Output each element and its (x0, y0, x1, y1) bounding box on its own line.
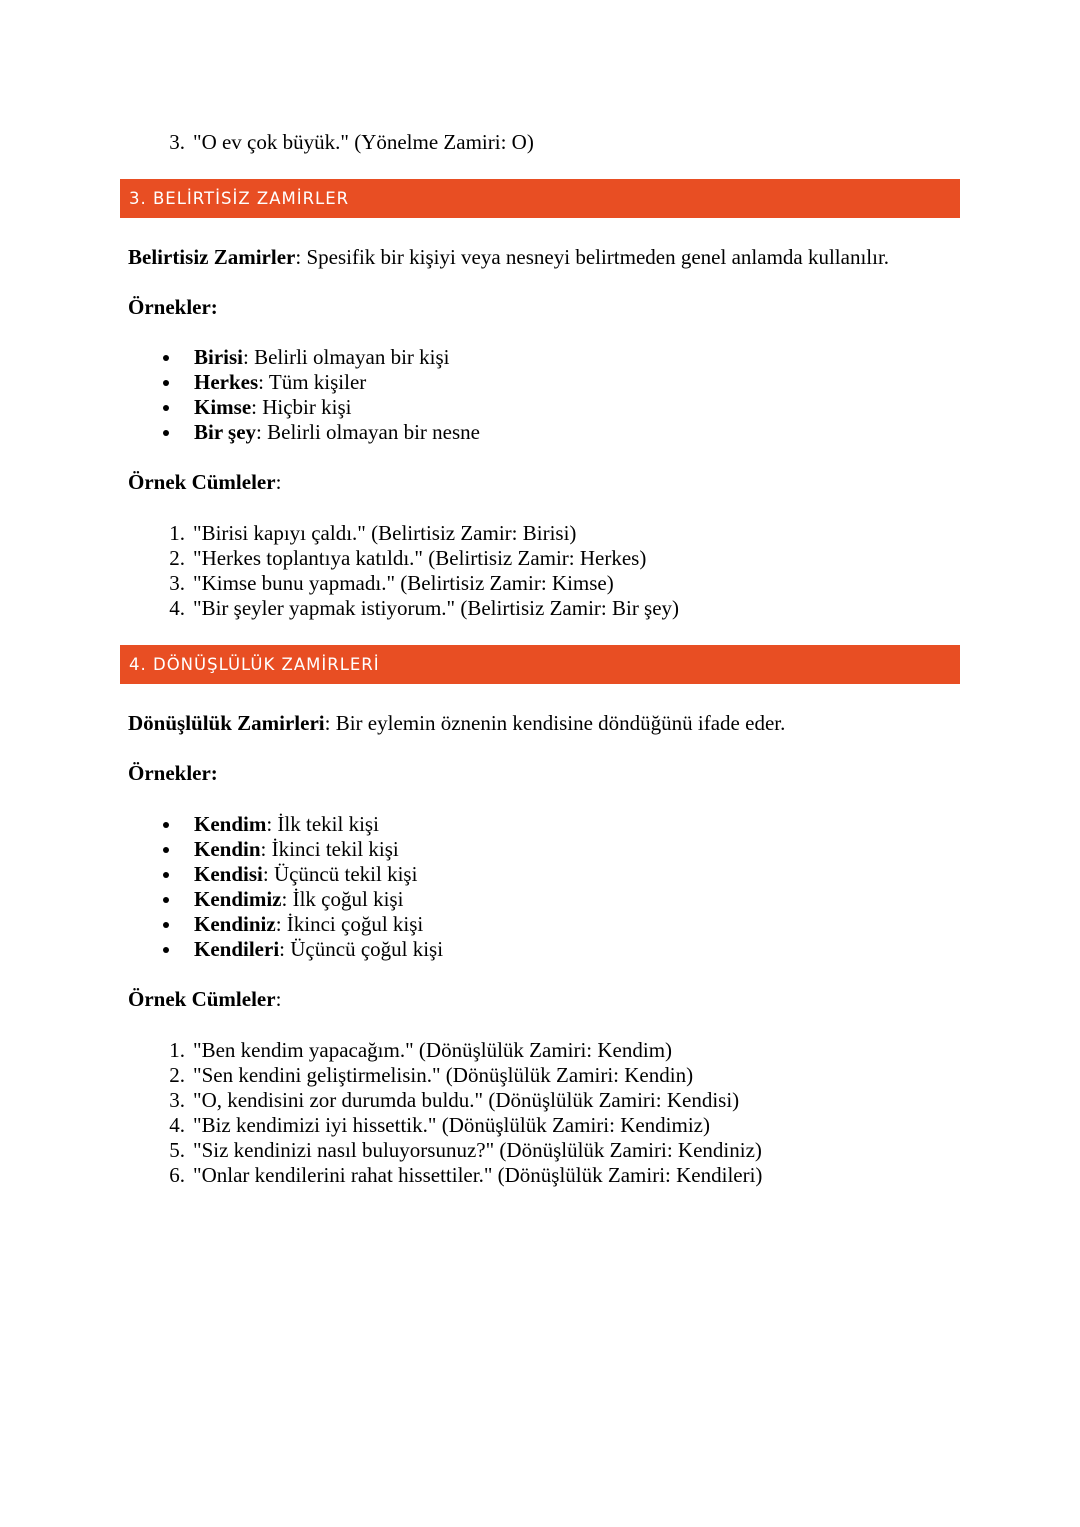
bullet-term: Kendileri (194, 937, 280, 961)
sentences-label (128, 987, 281, 1012)
bullet-term: Herkes (194, 370, 259, 394)
list-number: 2. (169, 1063, 185, 1087)
section-heading-belirtisiz (120, 179, 960, 218)
list-number: 1. (169, 521, 185, 545)
sentences-label (128, 470, 281, 495)
section-heading-title: 4. DÖNÜŞLÜLÜK ZAMİRLERİ (129, 655, 380, 674)
bullet-desc: : Üçüncü çoğul kişi (279, 937, 444, 961)
list-text: "Birisi kapıyı çaldı." (Belirtisiz Zamir: Birisi) (193, 521, 577, 545)
list-number: 4. (169, 596, 185, 620)
examples-label-text: Örnekler: (128, 295, 218, 319)
bullet-icon (162, 395, 172, 420)
bullet-desc: : Hiçbir kişi (251, 395, 352, 419)
bullet-icon (162, 912, 172, 937)
bullet-desc: : İlk tekil kişi (266, 812, 379, 836)
definition-term: Belirtisiz Zamirler (128, 245, 296, 269)
definition-paragraph (128, 245, 889, 270)
bullet-desc: : Üçüncü tekil kişi (262, 862, 418, 886)
list-text: "Ben kendim yapacağım." (Dönüşlülük Zamiri: Kendim) (193, 1038, 673, 1062)
definition-term: Dönüşlülük Zamirleri (128, 711, 325, 735)
definition-text: : Bir eylemin öznenin kendisine döndüğünü ifade eder. (324, 711, 786, 735)
list-text: "Kimse bunu yapmadı." (Belirtisiz Zamir: Kimse) (193, 571, 614, 595)
bullet-icon (162, 837, 172, 862)
definition-paragraph (128, 711, 785, 736)
bullet-desc: : Belirli olmayan bir nesne (256, 420, 480, 444)
bullet-term: Birisi (194, 345, 244, 369)
sentences-label-text: Örnek Cümleler (128, 470, 276, 494)
bullet-icon (162, 937, 172, 962)
examples-label (128, 295, 218, 320)
bullet-icon (162, 887, 172, 912)
bullet-icon (162, 862, 172, 887)
list-text: "Sen kendini geliştirmelisin." (Dönüşlülük Zamiri: Kendin) (193, 1063, 694, 1087)
list-number: 3. (169, 1088, 185, 1112)
list-number: 3. (169, 130, 185, 154)
sentences-label-text: Örnek Cümleler (128, 987, 276, 1011)
section-heading-donusluluk (120, 645, 960, 684)
bullet-icon (162, 812, 172, 837)
bullet-desc: : İkinci çoğul kişi (275, 912, 424, 936)
list-number: 5. (169, 1138, 185, 1162)
sentences-label-colon: : (275, 470, 282, 494)
examples-label-text: Örnekler: (128, 761, 218, 785)
bullet-term: Bir şey (194, 420, 257, 444)
bullet-term: Kendimiz (194, 887, 282, 911)
bullet-term: Kimse (194, 395, 252, 419)
list-text: "Onlar kendilerini rahat hissettiler." (Dönüşlülük Zamiri: Kendileri) (193, 1163, 763, 1187)
definition-text: : Spesifik bir kişiyi veya nesneyi belirtmeden genel anlamda kullanılır. (295, 245, 890, 269)
bullet-icon (162, 345, 172, 370)
bullet-desc: : İkinci tekil kişi (260, 837, 399, 861)
section-heading-title: 3. BELİRTİSİZ ZAMİRLER (129, 189, 350, 208)
list-number: 2. (169, 546, 185, 570)
list-number: 3. (169, 571, 185, 595)
list-text: "Herkes toplantıya katıldı." (Belirtisiz Zamir: Herkes) (193, 546, 647, 570)
bullet-icon (162, 370, 172, 395)
bullet-term: Kendin (194, 837, 261, 861)
bullet-desc: : Belirli olmayan bir kişi (243, 345, 450, 369)
list-text: "O, kendisini zor durumda buldu." (Dönüşlülük Zamiri: Kendisi) (193, 1088, 740, 1112)
list-text: "Biz kendimizi iyi hissettik." (Dönüşlülük Zamiri: Kendimiz) (193, 1113, 710, 1137)
list-text: "Siz kendinizi nasıl buluyorsunuz?" (Dönüşlülük Zamiri: Kendiniz) (193, 1138, 762, 1162)
list-text: "Bir şeyler yapmak istiyorum." (Belirtisiz Zamir: Bir şey) (193, 596, 680, 620)
bullet-desc: : Tüm kişiler (258, 370, 367, 394)
bullet-term: Kendisi (194, 862, 263, 886)
sentences-label-colon: : (275, 987, 282, 1011)
list-text: "O ev çok büyük." (Yönelme Zamiri: O) (193, 130, 534, 154)
bullet-desc: : İlk çoğul kişi (281, 887, 404, 911)
bullet-icon (162, 420, 172, 445)
bullet-term: Kendiniz (194, 912, 276, 936)
list-number: 4. (169, 1113, 185, 1137)
list-number: 6. (169, 1163, 185, 1187)
list-number: 1. (169, 1038, 185, 1062)
bullet-term: Kendim (194, 812, 267, 836)
examples-label (128, 761, 218, 786)
